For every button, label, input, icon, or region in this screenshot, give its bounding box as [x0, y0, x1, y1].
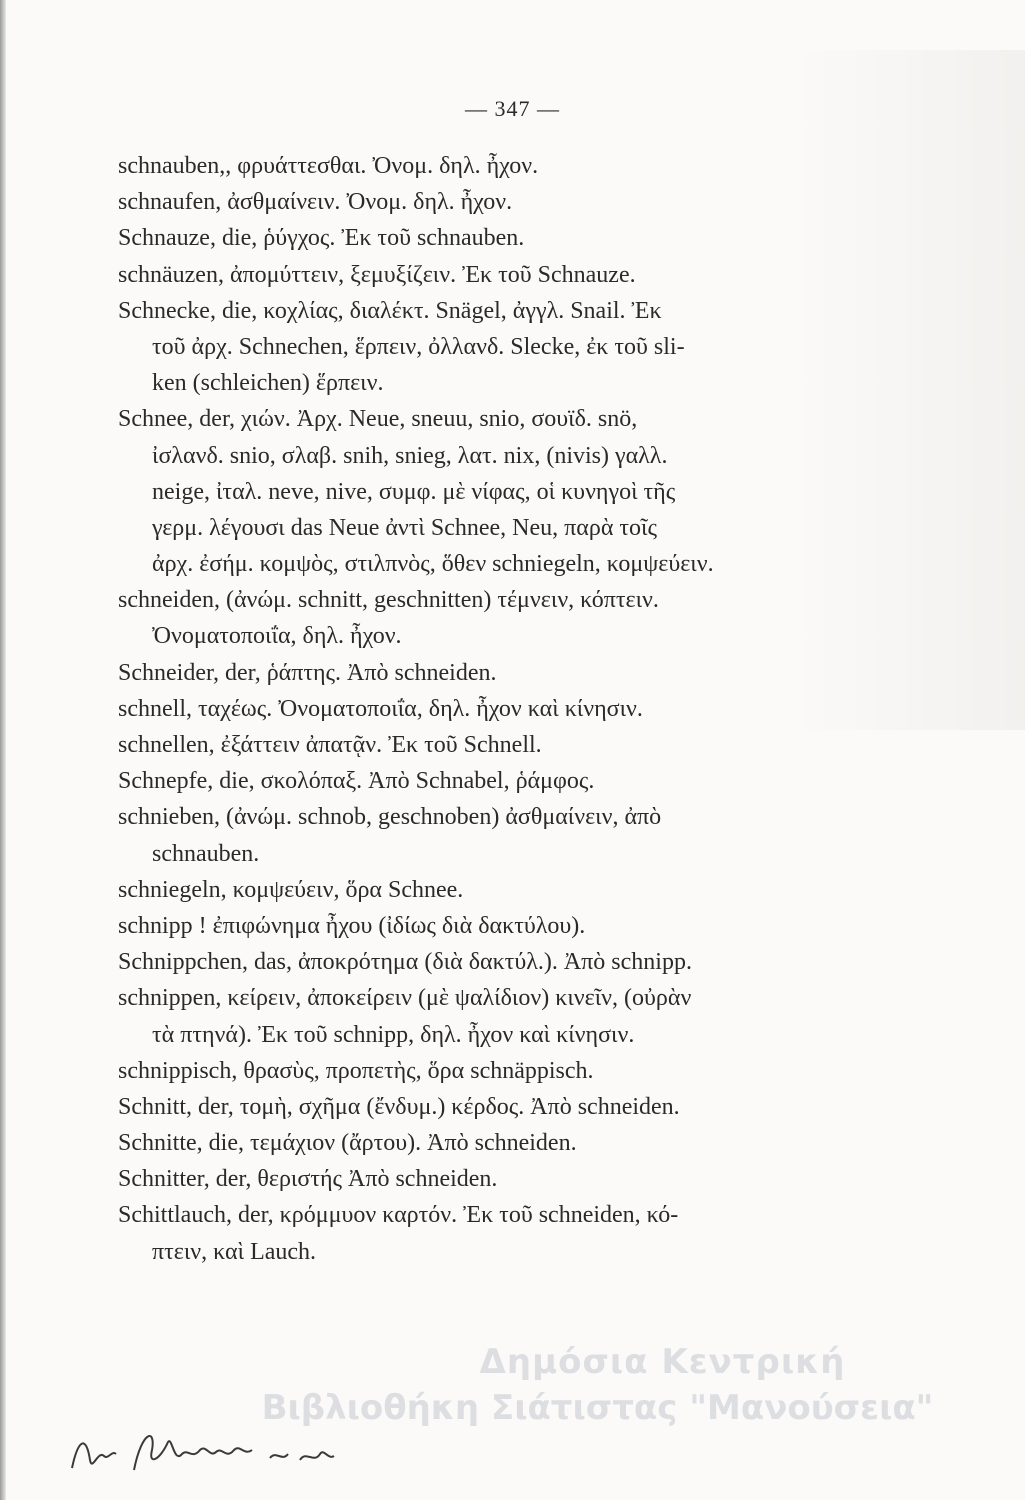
entry-line: Schnitter, der, θεριστής Ἀπὸ schneiden. — [118, 1166, 498, 1193]
entry-line: schnell, ταχέως. Ὀνοματοποιΐα, δηλ. ἦχον καὶ κίνησιν. — [118, 695, 643, 722]
entry-line: Schnepfe, die, σκολόπαξ. Ἀπὸ Schnabel, ῥάμφος. — [118, 768, 595, 795]
entry-line-continuation: neige, ἰταλ. neve, nive, συμφ. μὲ νίφας, οἱ κυνηγοὶ τῆς — [152, 478, 676, 505]
entry-line: schnauben,, φρυάττεσθαι. Ὀνομ. δηλ. ἦχον. — [118, 153, 539, 179]
entry-line: schnippen, κείρειν, ἀποκείρειν (μὲ ψαλίδιον) κινεῖν, (οὐρὰν — [118, 985, 692, 1012]
library-watermark — [0, 1342, 1025, 1428]
watermark-line-2: Βιβλιοθήκη Σιάτιστας "Μανούσεια" — [261, 1388, 934, 1428]
entry-line-continuation: ken (schleichen) ἕρπειν. — [152, 370, 384, 397]
entry-line: Schnitte, die, τεμάχιον (ἄρτου). Ἀπὸ schneiden. — [118, 1130, 577, 1157]
handwritten-signature — [64, 1420, 384, 1490]
entry-line: schnaufen, ἀσθμαίνειν. Ὀνομ. δηλ. ἦχον. — [118, 189, 513, 216]
entry-line: schnellen, ἐξάττειν ἀπατᾷν. Ἐκ τοῦ Schnell. — [118, 732, 542, 758]
entry-line-continuation: πτειν, καὶ Lauch. — [152, 1238, 317, 1265]
watermark-line-1: Δημόσια Κεντρική — [479, 1342, 846, 1382]
entry-line: schnippisch, θρασὺς, προπετὴς, ὅρα schnäppisch. — [118, 1057, 594, 1084]
entry-line-continuation: τοῦ ἀρχ. Schnechen, ἕρπειν, ὀλλανδ. Slecke, ἐκ τοῦ sli- — [152, 333, 685, 360]
dictionary-entries — [118, 148, 858, 1270]
entry-line-continuation: ἰσλανδ. snio, σλαβ. snih, snieg, λατ. nix, (nivis) γαλλ. — [152, 442, 668, 469]
entry-line: Schnitt, der, τομὴ, σχῆμα (ἔνδυμ.) κέρδος. Ἀπὸ schneiden. — [118, 1093, 680, 1120]
entry-line: schnipp ! ἐπιφώνημα ἦχου (ἰδίως διὰ δακτύλου). — [118, 912, 586, 939]
entry-line-continuation: Ὀνοματοποιΐα, δηλ. ἦχον. — [152, 623, 402, 650]
entry-line: Schnecke, die, κοχλίας, διαλέκτ. Snägel, ἀγγλ. Snail. Ἐκ — [118, 297, 662, 324]
page-edge-shadow — [0, 0, 6, 1500]
entry-line: schnieben, (ἀνώμ. schnob, geschnoben) ἀσθμαίνειν, ἀπὸ — [118, 804, 662, 831]
entry-line: Schnippchen, das, ἀποκρότημα (διὰ δακτύλ.). Ἀπὸ schnipp. — [118, 949, 692, 976]
entry-line-continuation: ἀρχ. ἐσήμ. κομψὸς, στιλπνὸς, ὅθεν schniegeln, κομψεύειν. — [152, 551, 714, 578]
entry-line-continuation: schnauben. — [152, 840, 260, 867]
entry-line: schniegeln, κομψεύειν, ὅρα Schnee. — [118, 876, 464, 903]
entry-line: Schittlauch, der, κρόμμυον καρτόν. Ἐκ τοῦ schneiden, κό- — [118, 1202, 679, 1229]
entry-line: schnäuzen, ἀπομύττειν, ξεμυξίζειν. Ἐκ τοῦ Schnauze. — [118, 261, 636, 288]
entry-line: Schnauze, die, ῥύγχος. Ἐκ τοῦ schnauben. — [118, 225, 525, 252]
entry-line: Schneider, der, ῥάπτης. Ἀπὸ schneiden. — [118, 659, 497, 686]
entry-line: schneiden, (ἀνώμ. schnitt, geschnitten) τέμνειν, κόπτειν. — [118, 587, 659, 614]
entry-line: Schnee, der, χιών. Ἀρχ. Neue, sneuu, snio, σουϊδ. snö, — [118, 406, 638, 433]
page-number: — 347 — — [465, 96, 560, 121]
entry-line-continuation: γερμ. λέγουσι das Neue ἀντὶ Schnee, Neu, παρὰ τοῖς — [152, 514, 658, 541]
entry-line-continuation: τὰ πτηνά). Ἐκ τοῦ schnipp, δηλ. ἦχον καὶ κίνησιν. — [152, 1021, 635, 1048]
